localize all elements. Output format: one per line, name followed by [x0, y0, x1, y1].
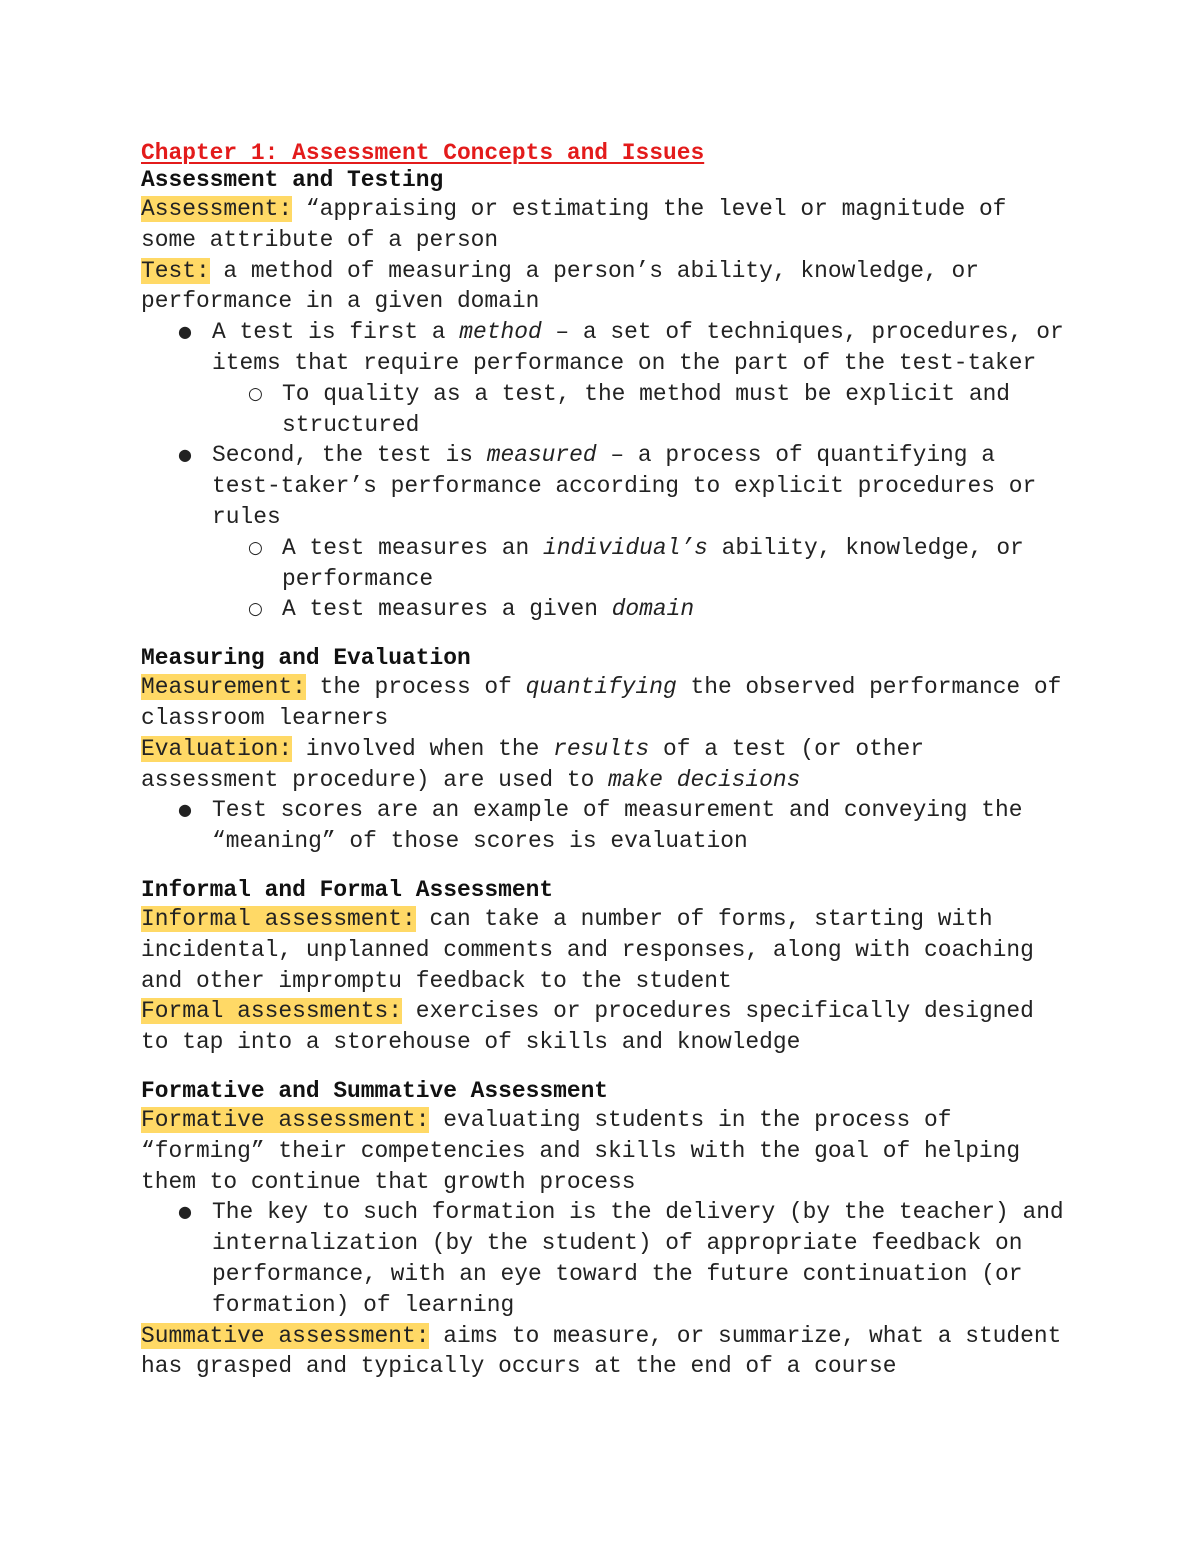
- term-test: Test:: [141, 257, 210, 284]
- definition-text: evaluating students in the process of “forming” their competencies and skills with the goal of helping them to continue that growth process: [141, 1106, 1021, 1195]
- bullet-text: – a process of quantifying a test-taker’s performance according to explicit procedures or rules: [212, 442, 1037, 530]
- definition-formal-assessments: [141, 996, 1071, 1058]
- chapter-title: Chapter 1: Assessment Concepts and Issues: [141, 140, 705, 166]
- bullet-list: [141, 795, 1071, 857]
- definition-emphasis: results: [553, 735, 650, 762]
- term-measurement: Measurement:: [141, 674, 306, 701]
- definition-evaluation: [141, 734, 1071, 796]
- definition-measurement: [141, 672, 1071, 734]
- definition-text: “appraising or estimating the level or magnitude of some attribute of a person: [141, 196, 1007, 253]
- bullet-emphasis: method: [459, 319, 542, 346]
- section-heading-assessment-testing: Assessment and Testing: [141, 167, 444, 193]
- document-page: [141, 140, 1071, 1382]
- bullet-text: Test scores are an example of measurement and conveying the “meaning” of those scores is evaluation: [212, 797, 1023, 855]
- bullet-list: [141, 317, 1071, 625]
- sub-bullet-item: [141, 379, 1071, 441]
- bullet-text: – a set of techniques, procedures, or items that require performance on the part of the test-taker: [212, 319, 1064, 376]
- sub-bullet-text: To quality as a test, the method must be explicit and structured: [282, 380, 1011, 438]
- definition-text: can take a number of forms, starting with incidental, unplanned comments and responses, along with coaching and other impromptu feedback to the student: [141, 905, 1034, 994]
- sub-bullet-item: [141, 533, 1071, 595]
- sub-bullet-text: A test measures a given: [282, 596, 612, 623]
- definition-text: the observed performance of classroom learners: [141, 674, 1062, 731]
- bullet-item: [141, 1197, 1071, 1320]
- bullet-emphasis: measured: [486, 442, 597, 469]
- sub-bullet-text: A test measures an: [282, 534, 543, 561]
- bullet-item: [141, 795, 1071, 857]
- term-informal-assessment: Informal assessment:: [141, 905, 416, 932]
- definition-text: aims to measure, or summarize, what a student has grasped and typically occurs at the end of a course: [141, 1322, 1062, 1380]
- section-heading-informal-formal: Informal and Formal Assessment: [141, 876, 554, 903]
- definition-text: the process of: [305, 674, 526, 701]
- definition-text: involved when the: [292, 735, 554, 762]
- definition-summative-assessment: [141, 1321, 1071, 1383]
- definition-test: [141, 256, 1071, 318]
- bullet-item: [141, 317, 1071, 379]
- term-assessment: Assessment:: [141, 196, 293, 222]
- term-summative-assessment: Summative assessment:: [141, 1322, 430, 1349]
- sub-bullet-item: [141, 594, 1071, 625]
- bullet-text: A test is first a: [212, 319, 460, 346]
- definition-informal-assessment: [141, 904, 1071, 996]
- definition-text: exercises or procedures specifically designed to tap into a storehouse of skills and knowledge: [141, 998, 1034, 1056]
- definition-formative-assessment: [141, 1105, 1071, 1197]
- term-evaluation: Evaluation:: [141, 735, 293, 762]
- definition-emphasis: quantifying: [525, 674, 677, 701]
- bullet-item: [141, 440, 1071, 532]
- definition-text: a method of measuring a person’s ability, knowledge, or performance in a given domain: [141, 257, 979, 315]
- sub-bullet-text: ability, knowledge, or performance: [282, 534, 1024, 592]
- section-heading-formative-summative: Formative and Summative Assessment: [141, 1077, 609, 1104]
- term-formal-assessments: Formal assessments:: [141, 998, 402, 1025]
- bullet-text: Second, the test is: [212, 442, 487, 469]
- definition-text: of a test (or other assessment procedure) are used to: [141, 735, 925, 793]
- sub-bullet-emphasis: domain: [611, 596, 695, 623]
- bullet-list: [141, 1197, 1071, 1320]
- bullet-text: The key to such formation is the delivery (by the teacher) and internalization (by the student) of appropriate feedback on performance, with an eye toward the future continuation (or formation) of learning: [212, 1199, 1064, 1318]
- sub-bullet-emphasis: individual’s: [543, 534, 708, 561]
- term-formative-assessment: Formative assessment:: [141, 1106, 430, 1133]
- section-heading-measuring-evaluation: Measuring and Evaluation: [141, 645, 471, 672]
- definition-emphasis: make decisions: [608, 766, 801, 793]
- definition-assessment: [141, 194, 1071, 256]
